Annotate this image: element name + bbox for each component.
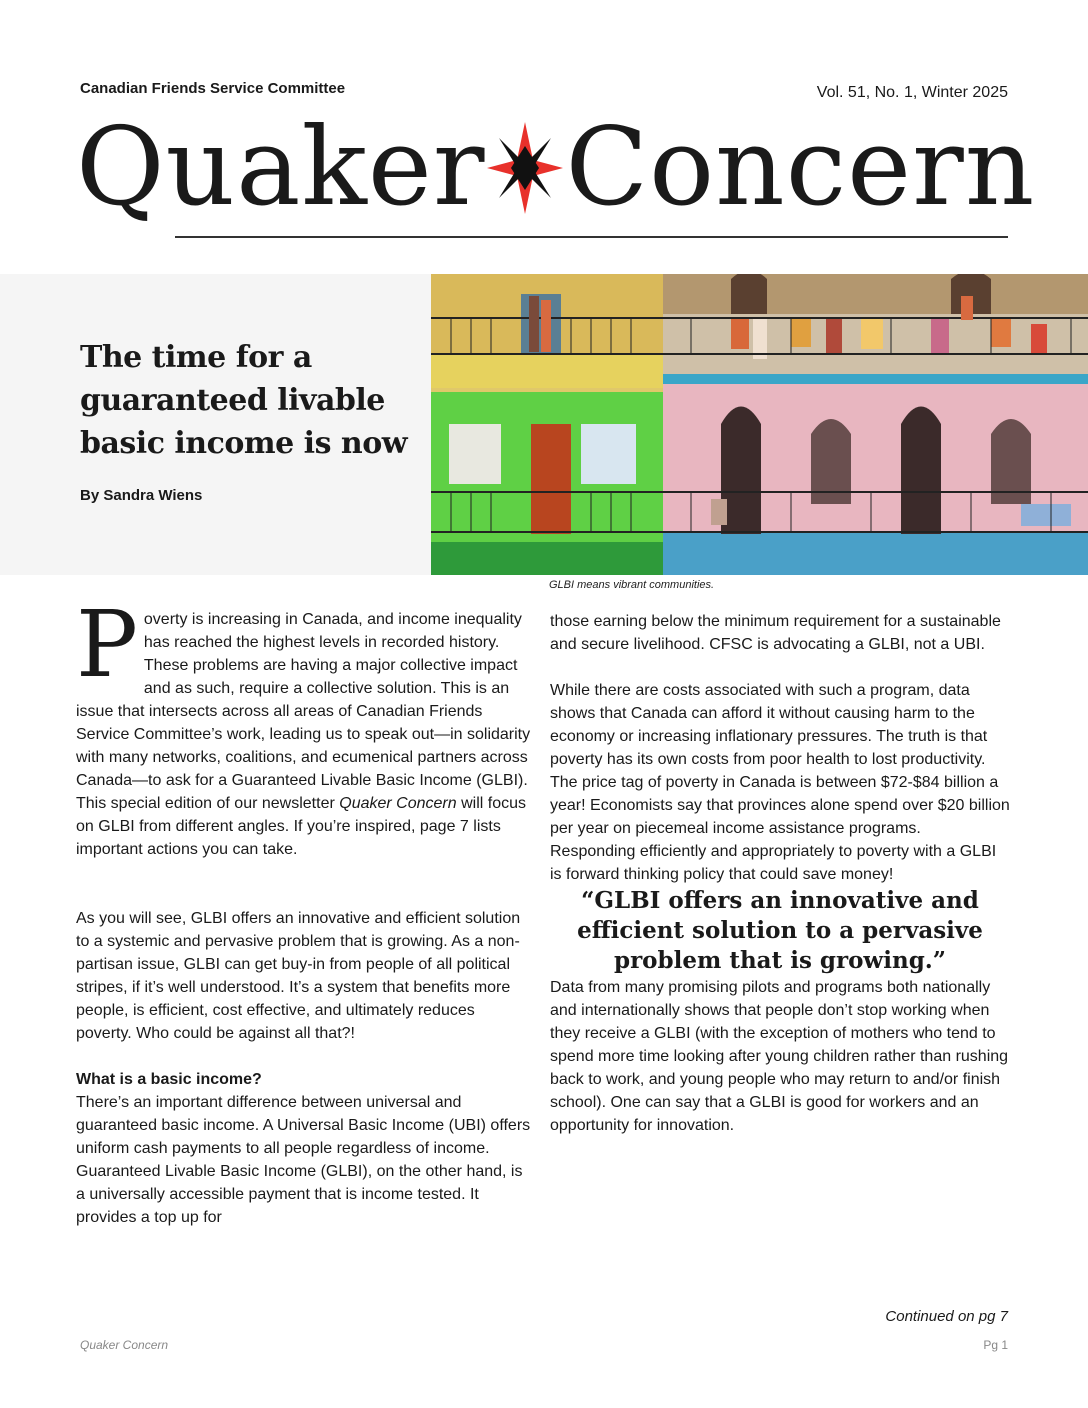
footer-publication: Quaker Concern — [80, 1338, 169, 1352]
article-byline: By Sandra Wiens — [80, 487, 203, 504]
organization-name: Canadian Friends Service Committee — [80, 80, 346, 97]
section-subhead: What is a basic income? — [76, 1071, 262, 1088]
masthead-word-left: Quaker — [76, 105, 486, 230]
star-icon — [485, 120, 565, 216]
pull-quote: “GLBI offers an innovative and efficient solution to a pervasive problem that is growing.” — [577, 887, 983, 974]
continued-note: Continued on pg 7 — [885, 1308, 1008, 1325]
paragraph: While there are costs associated with such a program, data shows that Canada can afford it without causing harm to the economy or increasing inflationary pressures. The truth is that poverty has its own costs from poor health to lost productivity. The price tag of poverty in Canada is between $72-$84 billion a year! Economists say that provinces alone spend over $20 billion per year on piecemeal income assistance programs. Responding efficiently and appropriately to poverty with a GLBI is forward thinking policy that could save money! — [550, 682, 1010, 883]
drop-cap: P — [76, 591, 138, 698]
issue-volume: Vol. 51, No. 1, Winter 2025 — [816, 84, 1008, 101]
page-number: Pg 1 — [983, 1338, 1008, 1352]
paragraph: There’s an important difference between universal and guaranteed basic income. A Universal Basic Income (UBI) offers uniform cash payments to all people regardless of income. Guaranteed Livable Basic Income (GLBI), on the other hand, is a universally accessible payment that is income tested. It provides a top up for — [76, 1094, 531, 1226]
paragraph: Data from many promising pilots and programs both nationally and internationally shows that people don’t stop working when they receive a GLBI (with the exception of mothers who tend to spend more time looking after young children rather than rushing back to work, and young people who may return to and/or finish school). One can say that a GLBI is good for workers and an opportunity for innovation. — [550, 979, 1009, 1134]
hero-photo — [431, 274, 1088, 575]
intro-paragraph: Poverty is increasing in Canada, and income inequality has reached the highest levels in recorded history. These problems are having a major collective impact and as such, require a collective solution. This is an issue that intersects across all areas of Canadian Friends Service Committee’s work, leading us to speak out—in solidarity with many networks, coalitions, and ecumenical partners across Canada—to ask for a Guaranteed Livable Basic Income (GLBI). This special edition of our newsletter Quaker Concern will focus on GLBI from different angles. If you’re inspired, page 7 lists important actions you can take. — [76, 591, 531, 858]
paragraph: As you will see, GLBI offers an innovative and efficient solution to a systemic and pervasive problem that is growing. As a non-partisan issue, GLBI can get buy-in from people of all political stripes, if it’s well understood. It’s a system that benefits more people, is efficient, cost effective, and ultimately reduces poverty. Who could be against all that?! — [76, 910, 521, 1042]
article-headline: The time for a guaranteed livable basic income is now — [80, 340, 408, 461]
masthead-rule — [175, 236, 1008, 238]
paragraph: those earning below the minimum requirement for a sustainable and secure livelihood. CFSC is advocating a GLBI, not a UBI. — [550, 613, 1001, 653]
newsletter-title-reference: Quaker Concern — [339, 795, 457, 812]
photo-caption: GLBI means vibrant communities. — [549, 579, 715, 591]
article-column-left — [76, 591, 531, 1229]
article-column-right — [550, 610, 1010, 1137]
masthead — [76, 105, 1036, 230]
masthead-word-right: Concern — [565, 105, 1036, 230]
